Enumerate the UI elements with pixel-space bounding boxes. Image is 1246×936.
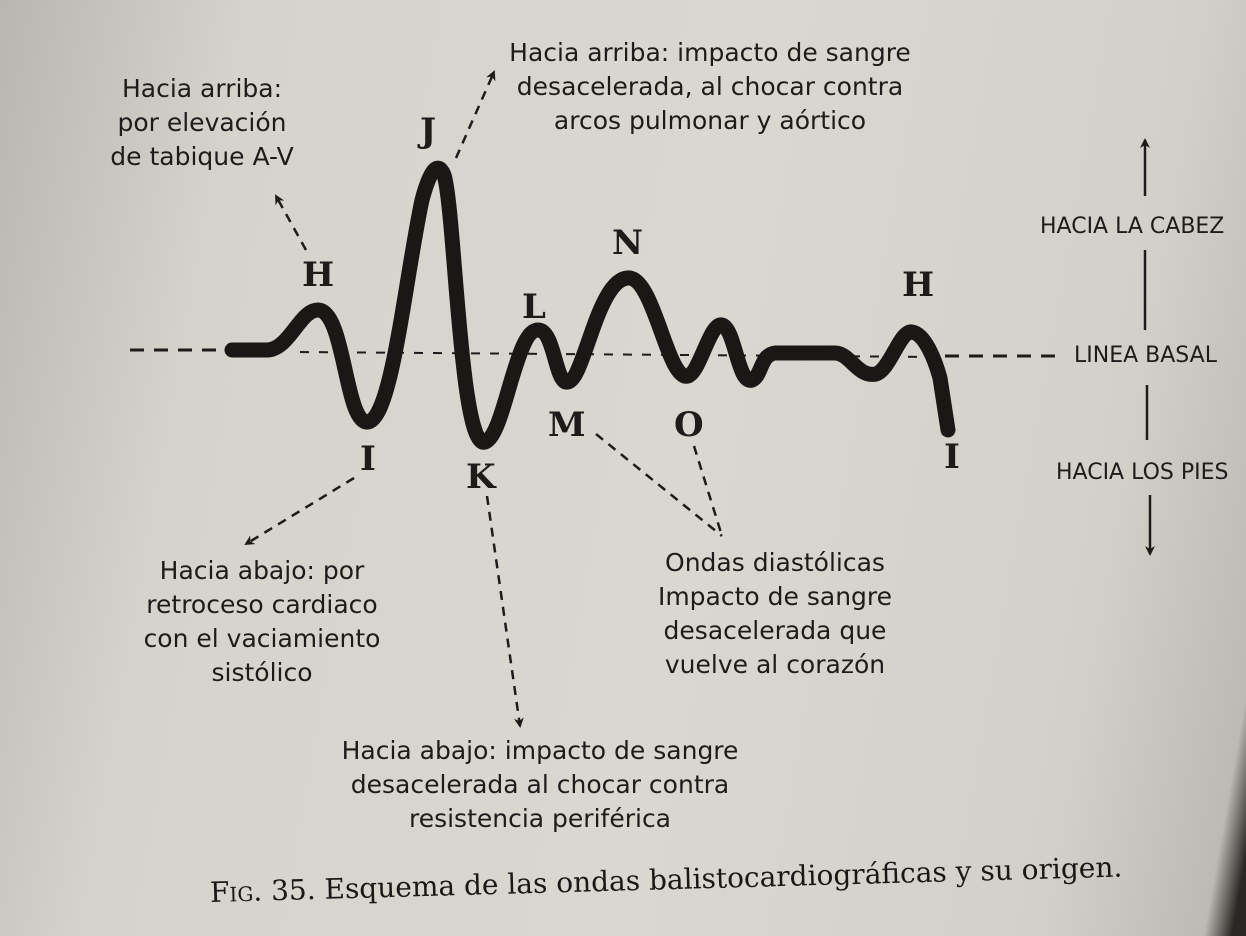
annotation-k-line-1: Hacia abajo: impacto de sangre [341,736,739,765]
annotation-i-wave [112,554,412,690]
pointer-k-annotation [487,496,520,726]
annotation-h-line-1: Hacia arriba: [121,74,283,103]
annotation-h-line-2: por elevación [117,108,287,137]
annotation-k-line-3: resistencia periférica [408,804,672,833]
pointer-i-annotation [246,478,354,544]
pointer-h-annotation [276,196,306,250]
annotation-diastolic-line-4: vuelve al corazón [664,650,886,679]
pointer-j-annotation [456,72,494,158]
wave-label-n: N [612,223,644,263]
wave-label-i-left: I [360,439,376,479]
annotation-h-line-3: de tabique A-V [110,142,294,171]
annotation-diastolic-line-3: desacelerada que [663,616,887,645]
wave-label-i-right: I [944,437,960,477]
annotation-j-line-1: Hacia arriba: impacto de sangre [509,38,911,67]
axis-label-head: HACIA LA CABEZ [1040,214,1225,239]
annotation-k-wave [300,734,780,836]
wave-label-m: M [548,405,586,445]
annotation-j-line-2: desacelerada, al chocar contra [516,72,904,101]
axis-label-baseline: LINEA BASAL [1074,343,1217,368]
bcg-waveform [232,168,948,445]
figure-caption-text: Esquema de las ondas balistocardiográficas y su origen. [324,850,1123,906]
annotation-i-line-1: Hacia abajo: por [159,556,365,585]
annotation-diastolic-line-1: Ondas diastólicas [665,548,885,577]
wave-label-k: K [466,457,496,497]
annotation-j-line-3: arcos pulmonar y aórtico [553,106,867,135]
wave-label-h-right: H [902,265,935,305]
annotation-k-line-2: desacelerada al chocar contra [350,770,730,799]
annotation-i-line-2: retroceso cardiaco [146,590,378,619]
pointer-m-diastolic [596,434,722,536]
annotation-i-line-3: con el vaciamiento [143,624,381,653]
axis-label-feet: HACIA LOS PIES [1056,460,1229,485]
pointer-o-diastolic [694,446,722,536]
wave-label-l: L [522,287,546,327]
annotation-j-wave [490,36,930,138]
wave-label-o: O [674,405,704,445]
wave-label-h-left: H [302,255,335,295]
annotation-diastolic-waves [630,546,920,682]
figure-number: Fig. 35. [209,873,317,909]
wave-label-j: J [420,111,437,151]
annotation-i-line-4: sistólico [211,658,313,687]
annotation-h-wave [92,72,312,174]
annotation-diastolic-line-2: Impacto de sangre [657,582,893,611]
